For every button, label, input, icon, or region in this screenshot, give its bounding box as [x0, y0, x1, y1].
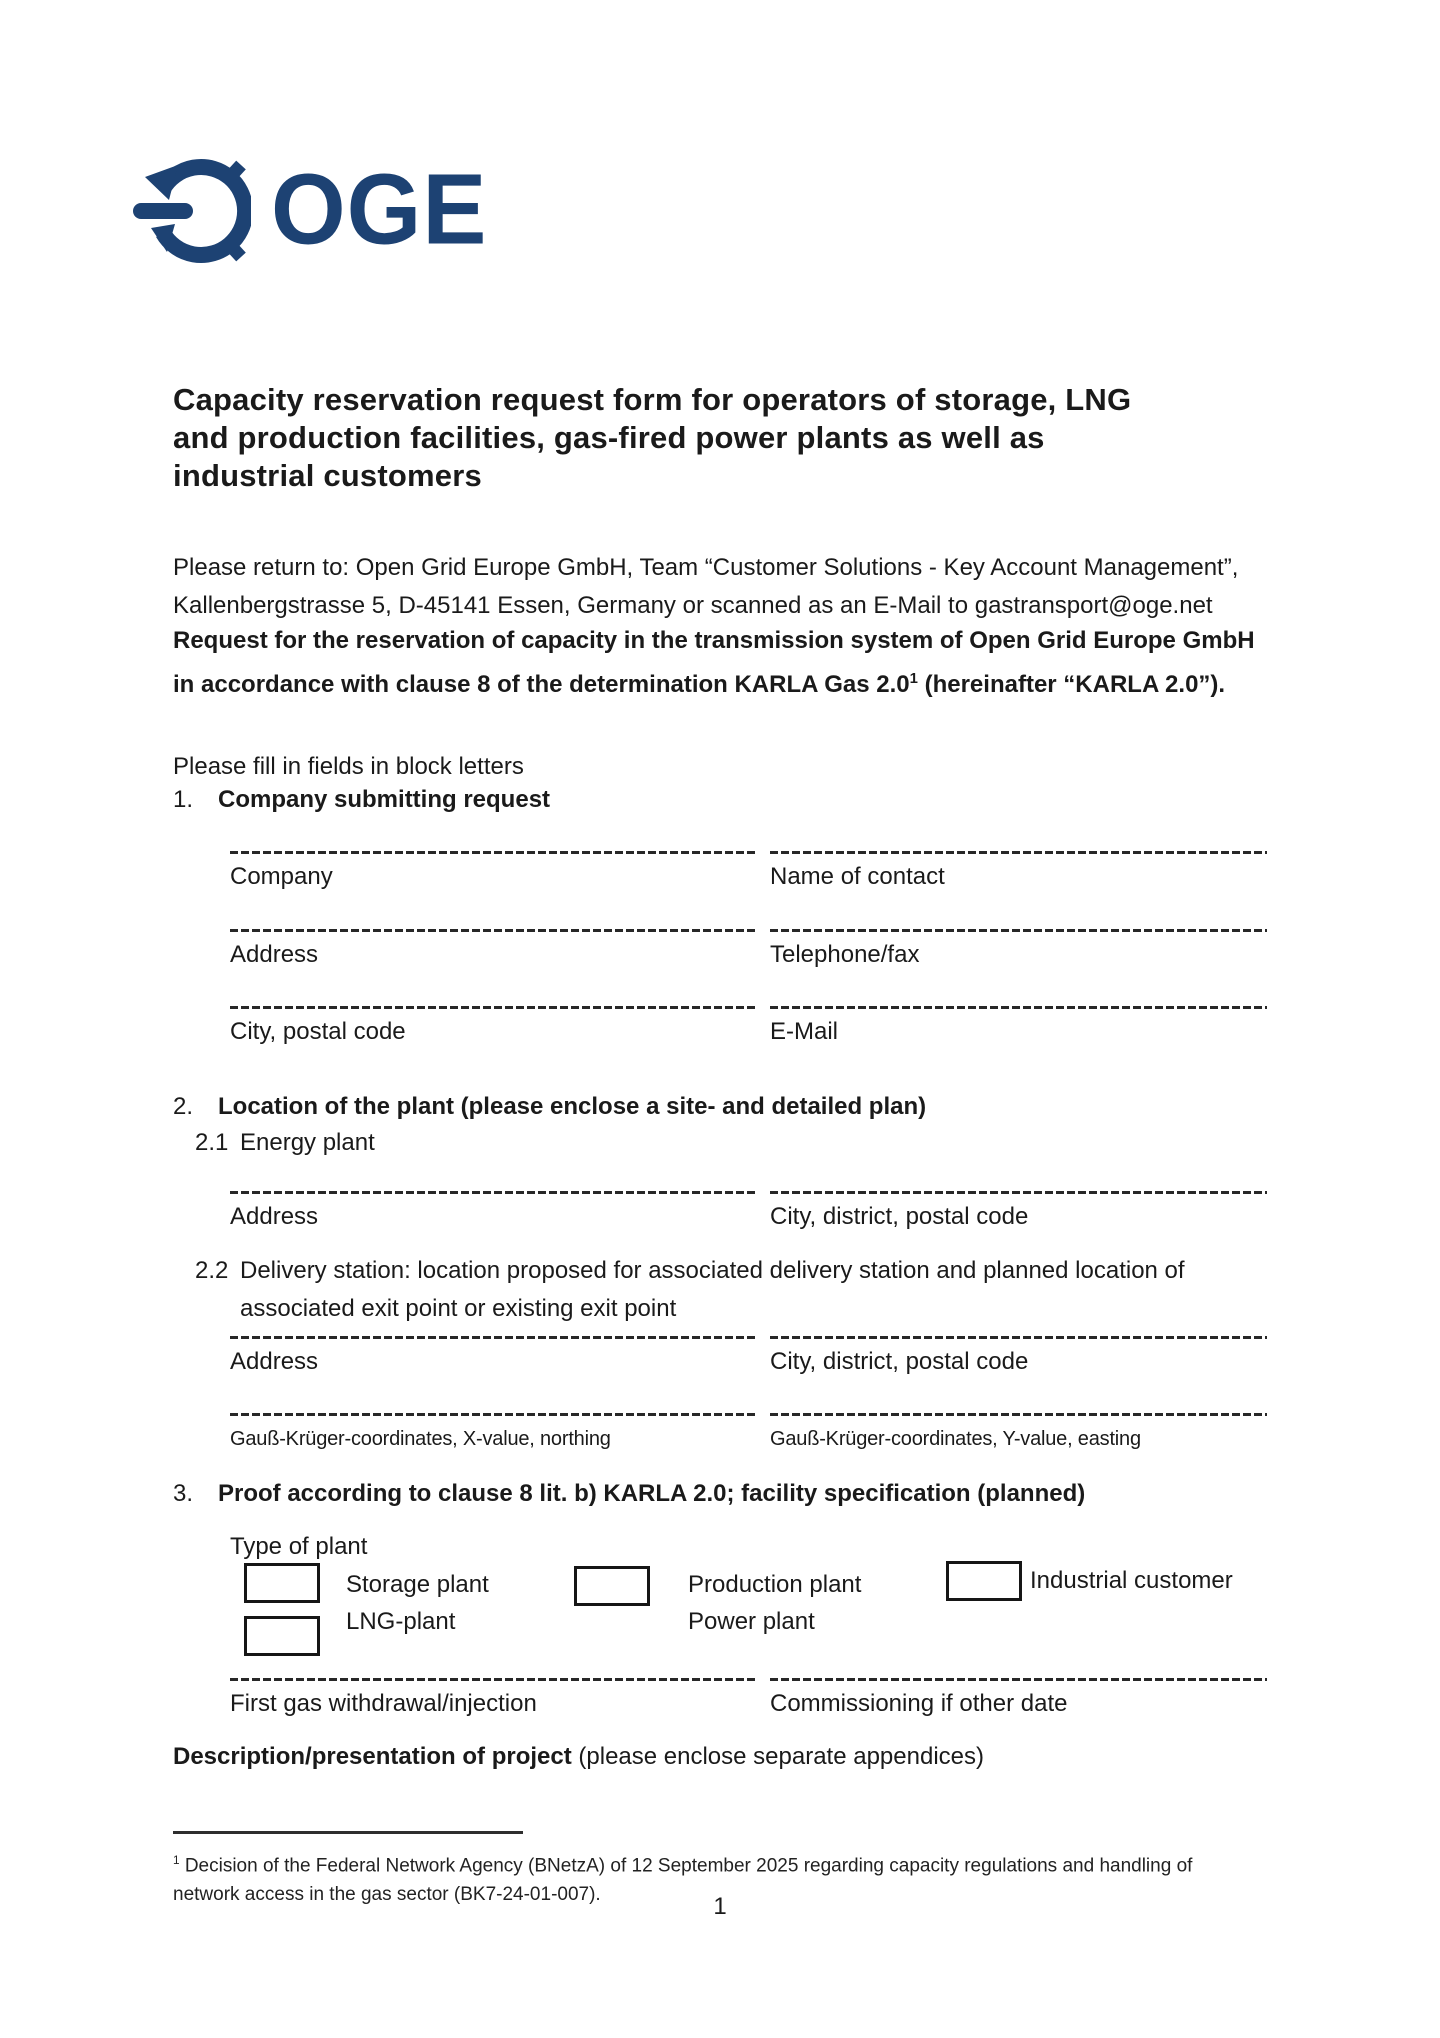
checkbox-lng-plant[interactable]	[244, 1616, 320, 1656]
project-description-bold: Description/presentation of project	[173, 1743, 579, 1770]
field-label-telephone-fax: Telephone/fax	[770, 941, 920, 968]
checkbox-industrial-customer[interactable]	[946, 1561, 1022, 1601]
fill-line-delivery-station-city[interactable]	[770, 1336, 1267, 1339]
field-row-city-email	[230, 1006, 1267, 1076]
request-statement-line2	[173, 660, 1283, 704]
field-label-delivery-station-address: Address	[230, 1348, 319, 1375]
page-title-line2: and production facilities, gas-fired power plants as well as	[173, 420, 1045, 455]
project-description-heading	[173, 1738, 984, 1776]
fill-line-company[interactable]	[230, 851, 757, 854]
field-label-email: E-Mail	[770, 1018, 839, 1045]
project-description-note: (please enclose separate appendices)	[578, 1743, 984, 1770]
page-title-line3: industrial customers	[173, 458, 482, 493]
checkbox-label-lng-plant: LNG-plant	[346, 1608, 456, 1635]
footnote-marker: 1	[173, 1854, 180, 1867]
return-address-line1: Please return to: Open Grid Europe GmbH, Team “Customer Solutions - Key Account Management”,	[173, 554, 1239, 581]
section2-heading	[173, 1093, 926, 1121]
field-email	[770, 1006, 1267, 1046]
fill-line-name-of-contact[interactable]	[770, 851, 1267, 854]
field-commissioning-date	[770, 1678, 1267, 1718]
field-label-gk-y-value: Gauß-Krüger-coordinates, Y-value, easting	[770, 1428, 1141, 1450]
field-label-energy-plant-city: City, district, postal code	[770, 1203, 1029, 1230]
field-label-gk-x-value: Gauß-Krüger-coordinates, X-value, northing	[230, 1428, 611, 1450]
field-company	[230, 851, 757, 891]
field-row-delivery-station-location	[230, 1336, 1267, 1406]
block-letters-note: Please fill in fields in block letters	[173, 753, 524, 780]
checkbox-storage-plant[interactable]	[244, 1563, 320, 1603]
fill-line-address[interactable]	[230, 929, 757, 932]
field-delivery-station-city	[770, 1336, 1267, 1376]
fill-line-email[interactable]	[770, 1006, 1267, 1009]
field-label-energy-plant-address: Address	[230, 1203, 319, 1230]
section2-2-number: 2.2	[195, 1257, 229, 1284]
footnote-reference-mark: 1	[909, 671, 918, 687]
field-label-first-gas-date: First gas withdrawal/injection	[230, 1690, 537, 1717]
fill-line-delivery-station-address[interactable]	[230, 1336, 757, 1339]
oge-logo-text: OGE	[271, 153, 488, 266]
field-row-address-telephone	[230, 929, 1267, 999]
section3-heading	[173, 1480, 1085, 1508]
field-telephone-fax	[770, 929, 1267, 969]
return-address-paragraph	[173, 549, 1283, 625]
footnote-text-line1: Decision of the Federal Network Agency (BNetzA) of 12 September 2025 regarding capacity regulations and handling of	[179, 1855, 1193, 1877]
section2-2-heading	[195, 1252, 1205, 1328]
fill-line-energy-plant-address[interactable]	[230, 1191, 757, 1194]
fill-line-city-postal-code[interactable]	[230, 1006, 757, 1009]
field-energy-plant-address	[230, 1191, 757, 1231]
footnote-divider	[173, 1831, 523, 1834]
section1-heading	[173, 786, 550, 814]
field-label-city-postal-code: City, postal code	[230, 1018, 406, 1045]
field-address	[230, 929, 757, 969]
checkbox-label-industrial-customer: Industrial customer	[1030, 1567, 1233, 1594]
field-row-company-contact	[230, 851, 1267, 921]
type-of-plant-label: Type of plant	[230, 1533, 368, 1560]
footnote-line1	[173, 1846, 1313, 1880]
field-row-energy-plant-location	[230, 1191, 1267, 1261]
page-title	[173, 381, 1233, 495]
fill-line-energy-plant-city[interactable]	[770, 1191, 1267, 1194]
footnote-text-line2: network access in the gas sector (BK7-24-01-007).	[173, 1884, 601, 1906]
fill-line-gk-x-value[interactable]	[230, 1413, 757, 1416]
request-statement-line2-tail: (hereinafter “KARLA 2.0”).	[917, 671, 1226, 698]
checkbox-label-power-plant: Power plant	[688, 1608, 815, 1635]
fill-line-telephone-fax[interactable]	[770, 929, 1267, 932]
page-number: 1	[713, 1893, 727, 1920]
checkbox-production-plant[interactable]	[574, 1566, 650, 1606]
field-gk-x-value	[230, 1413, 757, 1453]
section2-1-title: Energy plant	[240, 1129, 375, 1156]
request-statement-line2-text: in accordance with clause 8 of the determination KARLA Gas 2.0	[173, 671, 910, 698]
section2-number: 2.	[173, 1093, 194, 1120]
field-label-commissioning-date: Commissioning if other date	[770, 1690, 1068, 1717]
return-address-line2: Kallenbergstrasse 5, D-45141 Essen, Germany or scanned as an E-Mail to gastransport@oge.net	[173, 592, 1213, 619]
field-delivery-station-address	[230, 1336, 757, 1376]
field-name-of-contact	[770, 851, 1267, 891]
section2-title: Location of the plant (please enclose a site- and detailed plan)	[218, 1093, 927, 1120]
fill-line-commissioning-date[interactable]	[770, 1678, 1267, 1681]
oge-logo-rotation-arrow-icon	[133, 148, 251, 272]
section1-number: 1.	[173, 786, 194, 813]
field-label-company: Company	[230, 863, 333, 890]
oge-logo	[133, 148, 487, 272]
fill-line-first-gas-date[interactable]	[230, 1678, 757, 1681]
field-label-delivery-station-city: City, district, postal code	[770, 1348, 1029, 1375]
fill-line-gk-y-value[interactable]	[770, 1413, 1267, 1416]
field-city-postal-code	[230, 1006, 757, 1046]
request-statement	[173, 622, 1283, 704]
section3-number: 3.	[173, 1480, 194, 1507]
field-label-name-of-contact: Name of contact	[770, 863, 945, 890]
section2-1-number: 2.1	[195, 1129, 229, 1156]
field-energy-plant-city	[770, 1191, 1267, 1231]
section1-title: Company submitting request	[218, 786, 551, 813]
checkbox-label-storage-plant: Storage plant	[346, 1571, 489, 1598]
section2-2-title-line1: Delivery station: location proposed for associated delivery station and planned location of	[240, 1257, 1185, 1284]
field-row-gauss-krueger-coordinates	[230, 1413, 1267, 1483]
request-statement-line1: Request for the reservation of capacity in the transmission system of Open Grid Europe GmbH	[173, 627, 1255, 654]
field-first-gas-date	[230, 1678, 757, 1718]
checkbox-label-production-plant: Production plant	[688, 1571, 862, 1598]
page-title-line1: Capacity reservation request form for operators of storage, LNG	[173, 382, 1132, 417]
section3-title: Proof according to clause 8 lit. b) KARLA 2.0; facility specification (planned)	[218, 1480, 1086, 1507]
section2-1-heading	[195, 1129, 375, 1157]
section2-2-title-line2: associated exit point or existing exit point	[240, 1295, 677, 1322]
field-label-address: Address	[230, 941, 319, 968]
field-gk-y-value	[770, 1413, 1267, 1453]
